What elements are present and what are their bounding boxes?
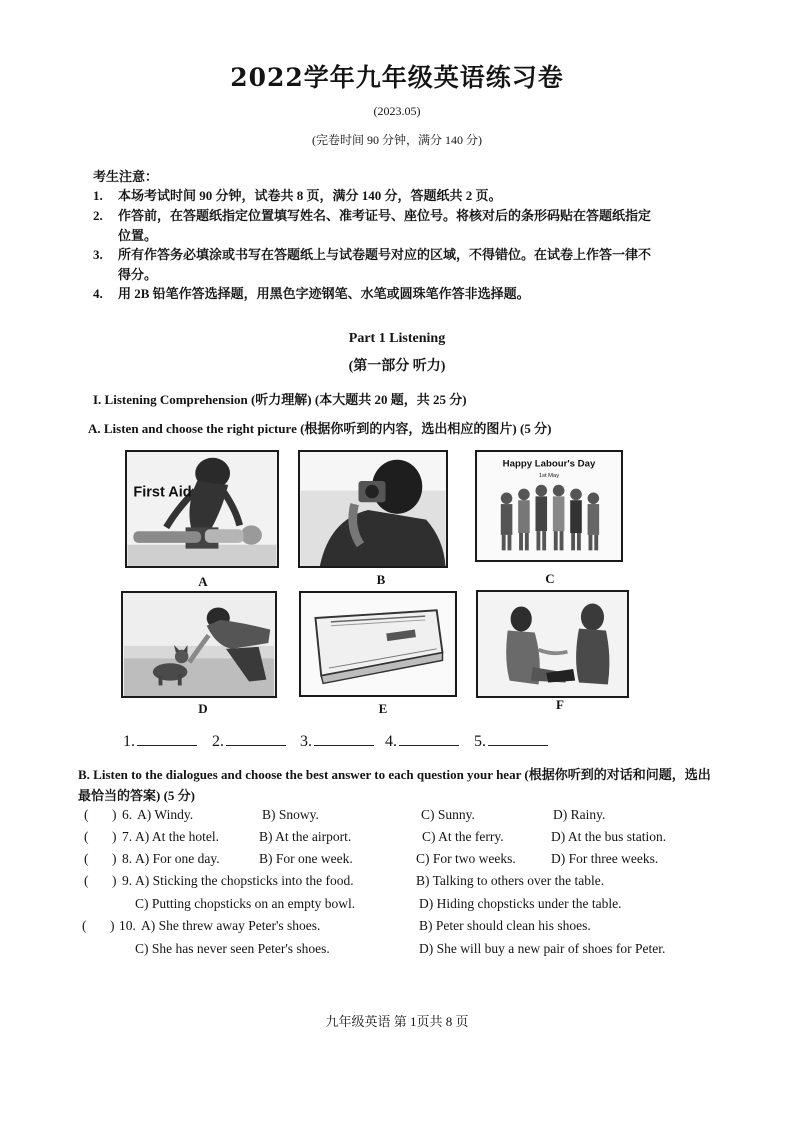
answer-blank-2[interactable] — [212, 733, 286, 751]
option-d[interactable]: D) For three weeks. — [551, 851, 659, 866]
note-item — [93, 245, 693, 285]
blank-number: 1. — [123, 733, 135, 750]
option-a[interactable]: A) For one day. — [135, 851, 220, 866]
answer-paren-close: ) — [112, 851, 117, 866]
note-number: 4. — [93, 286, 103, 301]
notes-title: 考生注意： — [93, 169, 159, 184]
option-d[interactable]: D) Rainy. — [553, 807, 606, 822]
note-text: 本场考试时间 90 分钟，试卷共 8 页，满分 140 分，答题纸共 2 页。 — [118, 188, 502, 203]
part-title: Part 1 Listening — [348, 331, 446, 346]
option-a[interactable]: A) She threw away Peter's shoes. — [141, 918, 321, 933]
note-text: 所有作答务必填涂或书写在答题纸上与试卷题号对应的区域，不得错位。在试卷上作答一律不 — [118, 247, 652, 262]
note-number: 1. — [93, 188, 103, 203]
option-b[interactable]: B) At the airport. — [259, 829, 352, 844]
answer-paren-open[interactable]: ( — [84, 829, 89, 844]
question-number: 9. — [122, 873, 133, 888]
picture-b — [298, 450, 448, 568]
option-d[interactable]: D) At the bus station. — [551, 829, 667, 844]
air-conditioner-illustration — [301, 593, 455, 695]
note-text: 作答前，在答题纸指定位置填写姓名、准考证号、座位号。将核对后的条形码贴在答题纸指定 — [118, 208, 652, 223]
blank-line[interactable] — [399, 734, 459, 746]
picture-caption: First Aid — [133, 484, 192, 501]
blank-number: 3. — [300, 733, 312, 750]
picture-c — [475, 450, 623, 562]
blank-line[interactable] — [488, 734, 548, 746]
picture-label-c: C — [545, 571, 555, 586]
option-b[interactable]: B) For one week. — [259, 851, 353, 866]
option-b[interactable]: B) Snowy. — [262, 807, 319, 822]
question-number: 10. — [119, 918, 136, 933]
two-girls-illustration — [478, 592, 627, 696]
option-c[interactable]: C) For two weeks. — [416, 851, 516, 866]
option-d[interactable]: D) Hiding chopsticks under the table. — [419, 896, 622, 911]
answer-paren-open[interactable]: ( — [82, 918, 87, 933]
picture-caption: Happy Labour's Day — [502, 458, 596, 470]
picture-d — [121, 591, 277, 698]
note-continuation: 位置。 — [118, 228, 158, 243]
answer-blank-1[interactable] — [123, 733, 197, 751]
note-continuation: 得分。 — [118, 267, 158, 282]
dog-shake-illustration — [123, 593, 275, 696]
page-title: 2022学年九年级英语练习卷 — [230, 63, 564, 92]
picture-label-d: D — [198, 701, 208, 716]
option-b[interactable]: B) Talking to others over the table. — [416, 873, 605, 888]
option-c[interactable]: C) She has never seen Peter's shoes. — [135, 941, 330, 956]
note-item — [93, 186, 693, 206]
question-number: 7. — [122, 829, 133, 844]
exam-date: (2023.05) — [373, 104, 421, 118]
camera-person-illustration — [300, 452, 446, 566]
option-a[interactable]: A) At the hotel. — [135, 829, 219, 844]
blank-line[interactable] — [314, 734, 374, 746]
option-c[interactable]: C) Sunny. — [421, 807, 475, 822]
option-c[interactable]: C) Putting chopsticks on an empty bowl. — [135, 896, 356, 911]
picture-label-b: B — [376, 572, 386, 587]
note-text: 用 2B 铅笔作答选择题，用黑色字迹钢笔、水笔或圆珠笔作答非选择题。 — [118, 286, 530, 301]
blank-line[interactable] — [137, 734, 197, 746]
answer-paren-open[interactable]: ( — [84, 873, 89, 888]
answer-blank-5[interactable] — [474, 733, 548, 751]
blank-line[interactable] — [226, 734, 286, 746]
option-c[interactable]: C) At the ferry. — [422, 829, 504, 844]
picture-label-e: E — [378, 701, 388, 716]
picture-subcaption: 1st May — [538, 473, 560, 480]
question-number: 8. — [122, 851, 133, 866]
section-heading-dialogues: B. Listen to the dialogues and choose the best answer to each question your hear (根据你听到的对话和问题，选出最恰当的答案) (5 分) — [78, 767, 711, 803]
picture-a — [125, 450, 279, 568]
section-heading-pictures: A. Listen and choose the right picture (根据你听到的内容，选出相应的图片) (5 分) — [88, 421, 552, 436]
blank-number: 5. — [474, 733, 486, 750]
answer-paren-close: ) — [112, 829, 117, 844]
note-item — [93, 206, 693, 246]
option-a[interactable]: A) Sticking the chopsticks into the food. — [135, 873, 354, 888]
option-d[interactable]: D) She will buy a new pair of shoes for Peter. — [419, 941, 666, 956]
blank-number: 2. — [212, 733, 224, 750]
answer-paren-close: ) — [112, 873, 117, 888]
picture-label-a: A — [198, 574, 208, 589]
section-heading-listening: I. Listening Comprehension (听力理解) (本大题共 20 题，共 25 分) — [93, 392, 467, 407]
note-number: 3. — [93, 247, 103, 262]
note-item — [93, 284, 693, 304]
picture-label-f: F — [556, 697, 564, 712]
option-a[interactable]: A) Windy. — [137, 807, 194, 822]
answer-blank-4[interactable] — [385, 733, 459, 751]
answer-paren-close: ) — [110, 918, 115, 933]
first-aid-illustration — [127, 452, 277, 566]
part-subtitle: (第一部分 听力) — [348, 359, 446, 374]
picture-f — [476, 590, 629, 698]
answer-blank-3[interactable] — [300, 733, 374, 751]
answer-paren-open[interactable]: ( — [84, 851, 89, 866]
picture-e — [299, 591, 457, 697]
page-footer: 九年级英语 第 1页共 8 页 — [325, 1014, 469, 1029]
option-b[interactable]: B) Peter should clean his shoes. — [419, 918, 591, 933]
exam-duration: (完卷时间 90 分钟，满分 140 分) — [312, 133, 482, 147]
question-number: 6. — [122, 807, 133, 822]
labour-day-illustration — [477, 452, 621, 560]
answer-paren-open[interactable]: ( — [84, 807, 89, 822]
blank-number: 4. — [385, 733, 397, 750]
answer-paren-close: ) — [112, 807, 117, 822]
note-number: 2. — [93, 208, 103, 223]
